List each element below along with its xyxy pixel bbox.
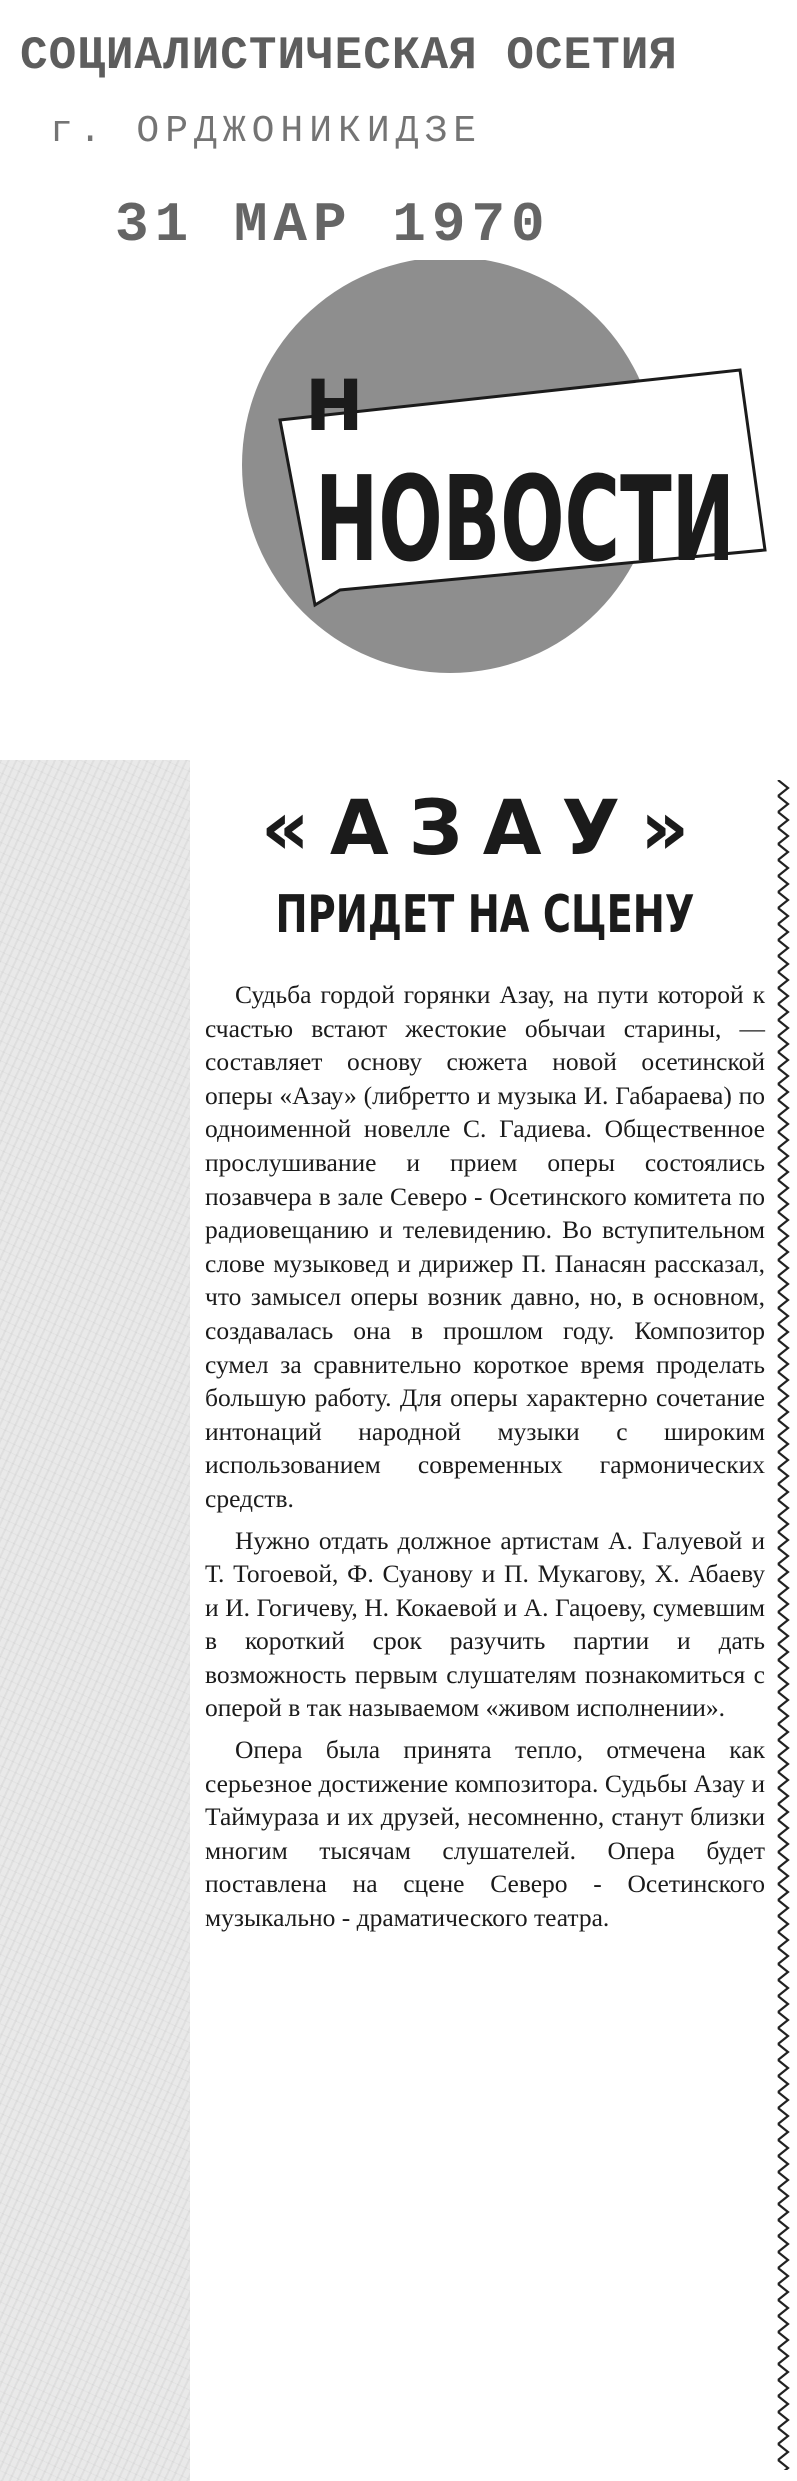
article-paragraph-1: Судьба гордой горянки Азау, на пути которой к счастью встают жестокие обычаи старины, — составляет основу сюжета новой осетинской оперы «Азау» (либретто и музыка И. Габараева) по одноименной новелле С. Гадиева. Общественное прослушивание и прием оперы состоялись позавчера в зале Северо - Осетинского комитета по радиовещанию и телевидению. Во вступительном слове музыковед и дирижер П. Панасян рассказал, что замысел оперы возник давно, но, в основном, создавалась она в прошлом году. Композитор сумел за сравнительно короткое время проделать большую работу. Для оперы характерно сочетание интонаций народной музыки с широким использованием современных гармонических средств. xyxy=(205,980,765,1513)
article xyxy=(205,780,765,1943)
news-logo xyxy=(220,260,780,710)
left-margin-texture xyxy=(0,760,190,2481)
stamp-city: г. ОРДЖОНИКИДЗЕ xyxy=(50,110,483,153)
article-paragraph-2: Нужно отдать должное артистам А. Галуевой и Т. Тогоевой, Ф. Суанову и П. Мукагову, Х. Абаеву и И. Гогичеву, Н. Кокаевой и А. Гацоеву, сумевшим в короткий срок разучить партии и дать возможность первым слушателям познакомиться с оперой в так называемом «живом исполнении». xyxy=(205,1525,765,1723)
logo-main-text: НОВОСТИ xyxy=(315,450,735,588)
logo-small-letter: Н xyxy=(305,365,364,447)
article-subheadline: ПРИДЕТ НА СЦЕНУ xyxy=(275,885,695,945)
article-paragraph-3: Опера была принята тепло, отмечена как серьезное достижение композитора. Судьбы Азау и Таймураза и их друзей, несомненно, станут близки многим тысячам слушателей. Опера будет поставлена на сцене Северо - Осетинского музыкально - драматического театра. xyxy=(205,1735,765,1933)
stamp-date: 31 МАР 1970 xyxy=(115,193,551,257)
article-headline: «АЗАУ» xyxy=(260,783,710,872)
stamp-newspaper-name: СОЦИАЛИСТИЧЕСКАЯ ОСЕТИЯ xyxy=(20,30,678,82)
right-decorative-border xyxy=(776,780,790,2470)
library-stamp xyxy=(20,18,678,258)
